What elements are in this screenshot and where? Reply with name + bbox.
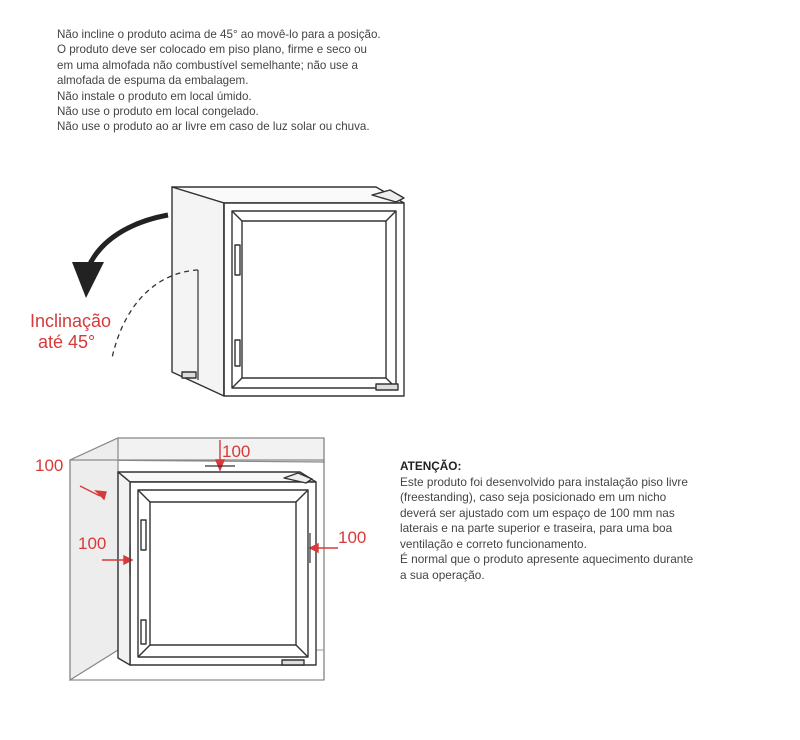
warning-line: Não use o produto em local congelado. bbox=[57, 105, 259, 119]
clearance-top-label: 100 bbox=[222, 442, 251, 461]
warning-line: almofada de espuma da embalagem. bbox=[57, 74, 249, 88]
tilt-label-line: Inclinação bbox=[30, 311, 112, 331]
attention-line: deverá ser ajustado com um espaço de 100 mm nas bbox=[400, 505, 675, 520]
attention-line: ventilação e correto funcionamento. bbox=[400, 536, 587, 551]
fridge-front-drawing bbox=[118, 472, 316, 665]
attention-line: a sua operação. bbox=[400, 567, 485, 582]
attention-line: Este produto foi desenvolvido para instalação piso livre bbox=[400, 474, 688, 489]
attention-title: ATENÇÃO: bbox=[400, 459, 462, 473]
attention-line: (freestanding), caso seja posicionado em um nicho bbox=[400, 490, 667, 504]
attention-line: É normal que o produto apresente aquecimento durante bbox=[400, 552, 694, 566]
warning-line: Não instale o produto em local úmido. bbox=[57, 89, 252, 103]
clearance-right-label: 100 bbox=[338, 528, 367, 547]
warning-line: O produto deve ser colocado em piso plano, firme e seco ou bbox=[57, 43, 367, 57]
tilt-label-line: até 45° bbox=[38, 332, 96, 352]
warning-line: Não incline o produto acima de 45° ao movê-lo para a posição. bbox=[57, 28, 381, 41]
clearance-left-label: 100 bbox=[78, 534, 107, 553]
clearance-rear-label: 100 bbox=[35, 456, 64, 475]
attention-line: laterais e na parte superior e traseira, para uma boa bbox=[400, 521, 673, 535]
attention-note bbox=[400, 459, 780, 583]
warning-line: em uma almofada não combustível semelhante; não use a bbox=[57, 58, 358, 72]
warning-line: Não use o produto ao ar livre em caso de luz solar ou chuva. bbox=[57, 120, 370, 134]
